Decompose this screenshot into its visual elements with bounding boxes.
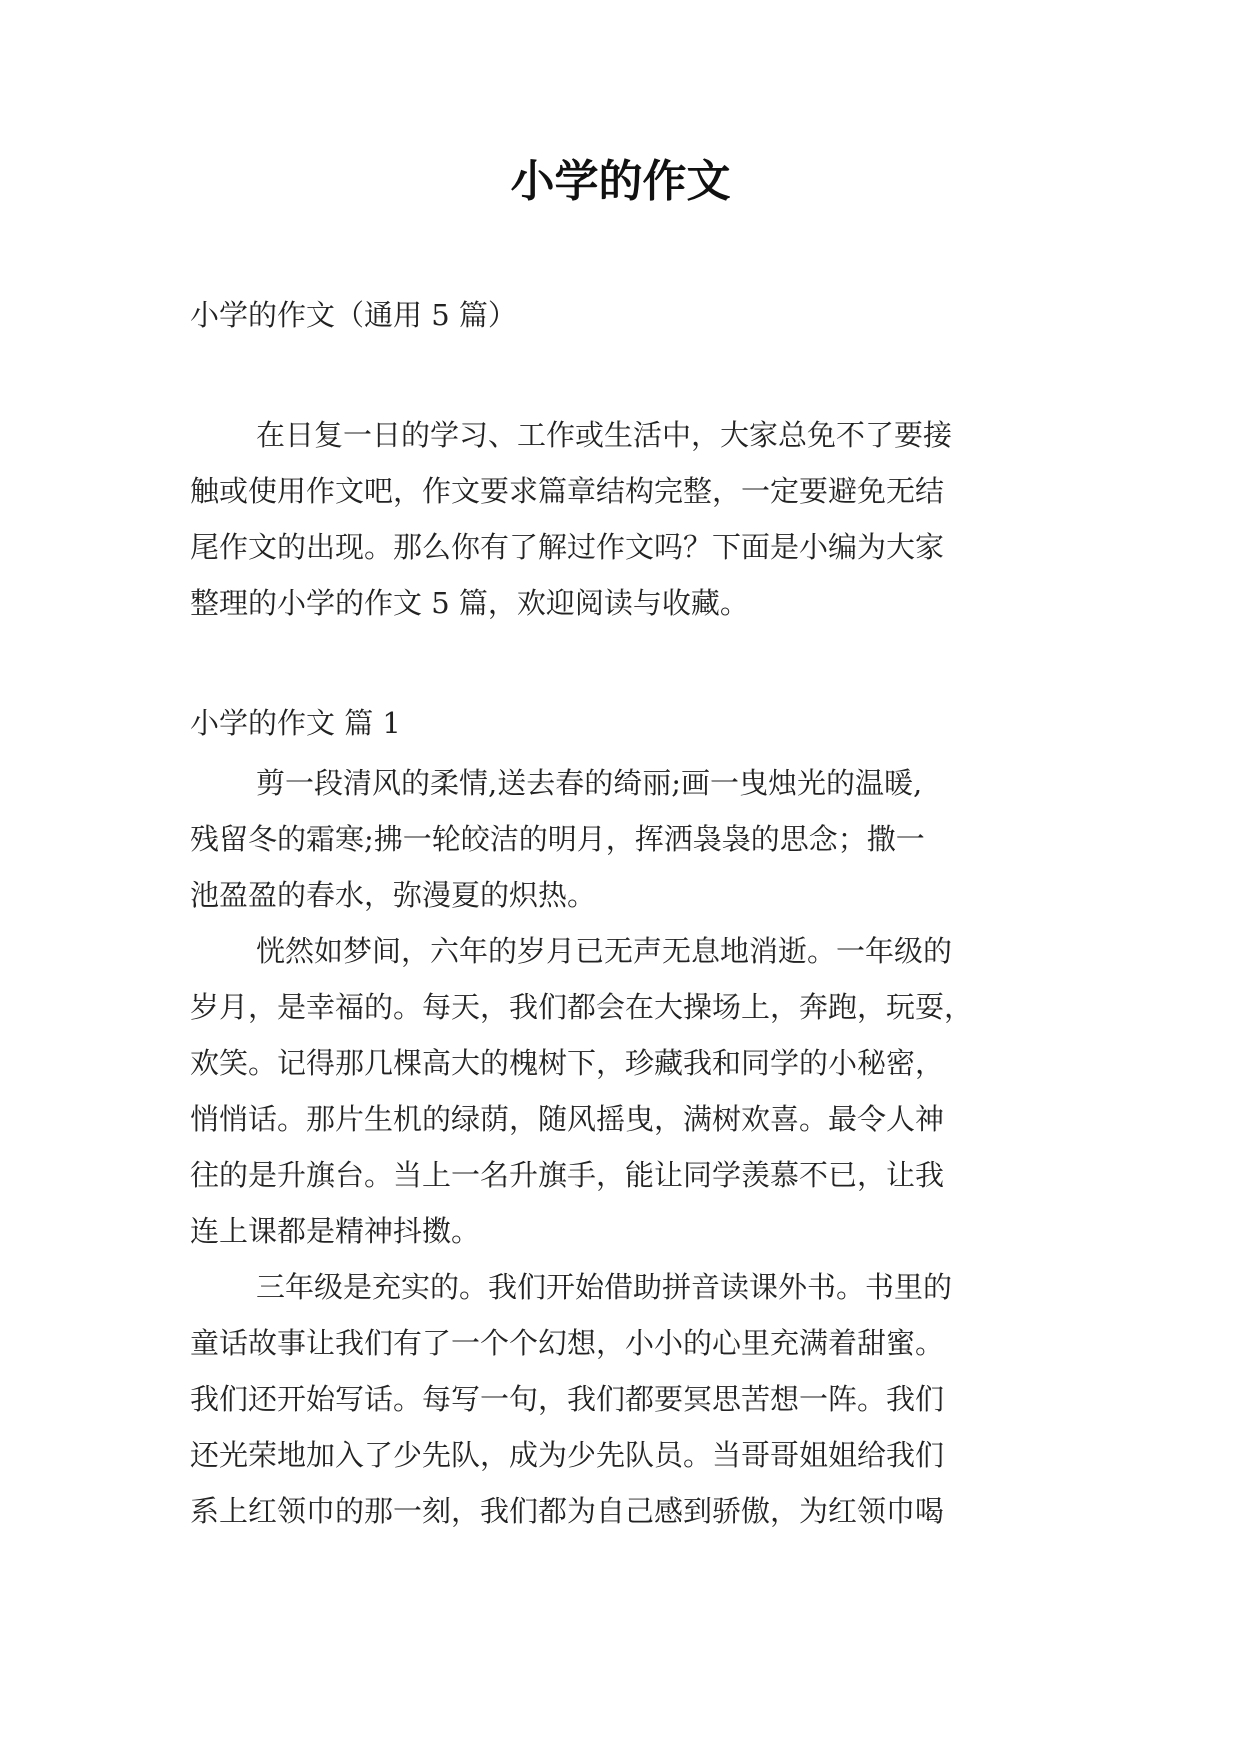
essay-body <box>190 755 1050 1539</box>
intro-line: 整理的小学的作文 5 篇，欢迎阅读与收藏。 <box>190 586 749 620</box>
paragraph-line: 还光荣地加入了少先队，成为少先队员。当哥哥姐姐给我们 <box>190 1438 945 1472</box>
intro-line: 在日复一日的学习、工作或生活中，大家总免不了要接 <box>256 418 953 452</box>
intro-line: 尾作文的出现。那么你有了解过作文吗？下面是小编为大家 <box>190 530 945 564</box>
paragraph-line: 岁月，是幸福的。每天，我们都会在大操场上，奔跑，玩耍， <box>190 990 974 1024</box>
paragraph-line: 剪一段清风的柔情,送去春的绮丽;画一曳烛光的温暖, <box>256 766 923 800</box>
paragraph-line: 童话故事让我们有了一个个幻想，小小的心里充满着甜蜜。 <box>190 1326 945 1360</box>
paragraph-line: 悄悄话。那片生机的绿荫，随风摇曳，满树欢喜。最令人神 <box>190 1102 945 1136</box>
document-title: 小学的作文 <box>510 156 731 207</box>
paragraph-line: 池盈盈的春水，弥漫夏的炽热。 <box>190 878 597 912</box>
paragraph-line: 我们还开始写话。每写一句，我们都要冥思苦想一阵。我们 <box>190 1382 945 1416</box>
intro-line: 触或使用作文吧，作文要求篇章结构完整，一定要避免无结 <box>190 474 945 508</box>
paragraph-line: 恍然如梦间，六年的岁月已无声无息地消逝。一年级的 <box>256 934 953 968</box>
paragraph-line: 残留冬的霜寒;拂一轮皎洁的明月，挥洒袅袅的思念；撒一 <box>190 822 925 856</box>
intro-paragraph <box>190 407 1050 631</box>
document-subtitle: 小学的作文（通用 5 篇） <box>190 298 517 332</box>
essay-paragraph <box>190 755 1050 923</box>
paragraph-line: 三年级是充实的。我们开始借助拼音读课外书。书里的 <box>256 1270 953 1304</box>
essay-paragraph <box>190 1259 1050 1539</box>
section-heading: 小学的作文 篇 1 <box>190 706 401 740</box>
paragraph-line: 系上红领巾的那一刻，我们都为自己感到骄傲，为红领巾喝 <box>190 1494 945 1528</box>
paragraph-line: 往的是升旗台。当上一名升旗手，能让同学羡慕不已，让我 <box>190 1158 945 1192</box>
essay-paragraph <box>190 923 1050 1259</box>
paragraph-line: 连上课都是精神抖擞。 <box>190 1214 481 1248</box>
paragraph-line: 欢笑。记得那几棵高大的槐树下，珍藏我和同学的小秘密， <box>190 1046 945 1080</box>
